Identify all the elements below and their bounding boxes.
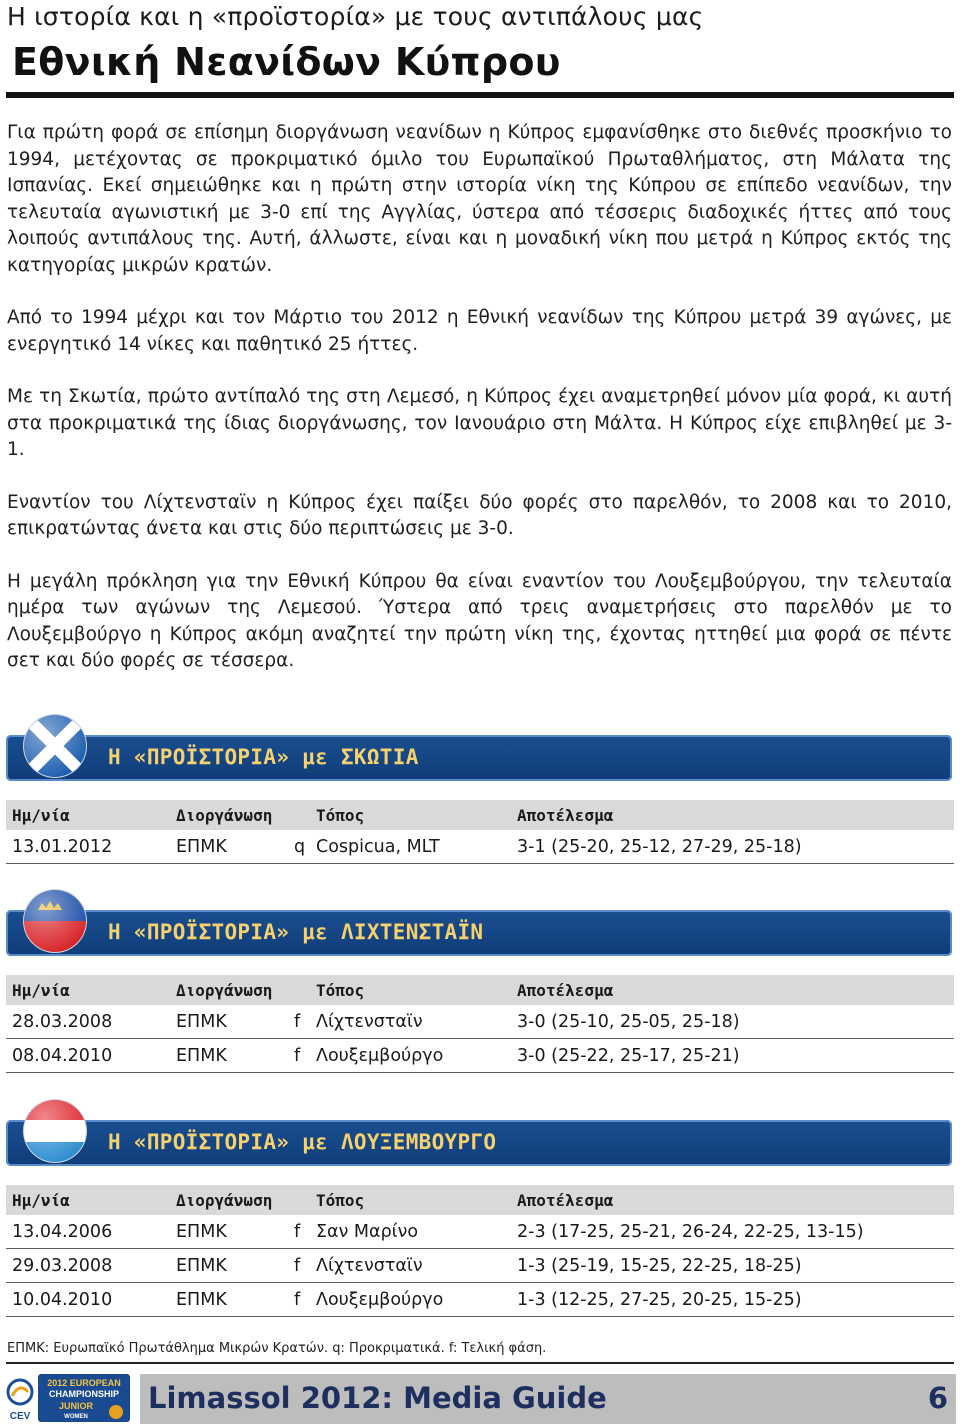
- cell-venue: Cospicua, MLT: [316, 830, 511, 864]
- cell-phase: f: [288, 1039, 316, 1073]
- title-divider: [6, 92, 954, 98]
- col-header-competition: Διοργάνωση: [170, 1185, 288, 1215]
- col-header-result: Αποτέλεσμα: [511, 975, 954, 1005]
- col-header-venue: Τόπος: [316, 1185, 511, 1215]
- results-table-liechtenstein: [6, 975, 954, 1073]
- cell-date: 10.04.2010: [6, 1283, 170, 1317]
- col-header-result: Αποτέλεσμα: [511, 1185, 954, 1215]
- banner-label: Η «ΠΡΟΪΣΤΟΡΙΑ» με ΣΚΩΤΙΑ: [108, 745, 419, 769]
- banner-label: Η «ΠΡΟΪΣΤΟΡΙΑ» με ΛΟΥΞΕΜΒΟΥΡΓΟ: [108, 1130, 497, 1154]
- championship-logo: [4, 1372, 132, 1424]
- cell-phase: f: [288, 1283, 316, 1317]
- cell-result: 1-3 (25-19, 15-25, 22-25, 18-25): [511, 1249, 954, 1283]
- table-header-row: [6, 800, 954, 830]
- luxembourg-flag-icon: [22, 1098, 88, 1164]
- cell-phase: f: [288, 1215, 316, 1249]
- cell-phase: f: [288, 1005, 316, 1039]
- results-table-luxembourg: [6, 1185, 954, 1317]
- footnote: ΕΠΜΚ: Ευρωπαϊκό Πρωτάθλημα Μικρών Κρατών. q: Προκριματικά. f: Τελική φάση.: [7, 1341, 547, 1356]
- col-header-date: Ημ/νία: [6, 975, 170, 1005]
- cell-date: 28.03.2008: [6, 1005, 170, 1039]
- table-header-row: [6, 1185, 954, 1215]
- table-header-row: [6, 975, 954, 1005]
- liechtenstein-flag-icon: [22, 888, 88, 954]
- cell-venue: Λίχτενσταϊν: [316, 1005, 511, 1039]
- history-banner-scotland: [6, 735, 952, 781]
- intro-paragraph: Με τη Σκωτία, πρώτο αντίπαλό της στη Λεμεσό, η Κύπρος έχει αναμετρηθεί μόνον μία φορά, κι αυτή στα προκριματικά της ίδιας διοργάνωσης, τον Ιανουάριο στη Μάλτα. Η Κύπρος είχε επιβληθεί με 3-1.: [7, 386, 952, 460]
- cell-competition: ΕΠΜΚ: [170, 830, 288, 864]
- logo-text-line2: CHAMPIONSHIP: [48, 1389, 120, 1399]
- cell-competition: ΕΠΜΚ: [170, 1039, 288, 1073]
- cell-date: 13.01.2012: [6, 830, 170, 864]
- col-header-competition: Διοργάνωση: [170, 800, 288, 830]
- intro-text: [7, 120, 952, 701]
- col-header-competition: Διοργάνωση: [170, 975, 288, 1005]
- logo-cev-text: CEV: [9, 1411, 31, 1422]
- intro-paragraph: Από το 1994 μέχρι και τον Μάρτιο του 2012 η Εθνική νεανίδων της Κύπρου μετρά 39 αγώνες, με ενεργητικό 14 νίκες και παθητικό 25 ήττες.: [7, 307, 952, 355]
- table-row: [6, 830, 954, 864]
- cell-competition: ΕΠΜΚ: [170, 1215, 288, 1249]
- table-row: [6, 1283, 954, 1317]
- cell-competition: ΕΠΜΚ: [170, 1249, 288, 1283]
- cell-date: 13.04.2006: [6, 1215, 170, 1249]
- scotland-flag-icon: [22, 713, 88, 779]
- table-row: [6, 1039, 954, 1073]
- cell-competition: ΕΠΜΚ: [170, 1283, 288, 1317]
- cell-result: 3-0 (25-10, 25-05, 25-18): [511, 1005, 954, 1039]
- logo-text-line3: JUNIOR: [58, 1401, 94, 1411]
- cell-venue: Λουξεμβούργο: [316, 1039, 511, 1073]
- intro-paragraph: Για πρώτη φορά σε επίσημη διοργάνωση νεανίδων η Κύπρος εμφανίσθηκε στο διεθνές προσκήνιο το 1994, μετέχοντας σε προκριματικό όμιλο του Ευρωπαϊκού Πρωταθλήματος, στη Μάλατα της Ισπανίας. Εκεί σημειώθηκε και η πρώτη στην ιστορία νίκη της Κύπρου σε επίπεδο νεανίδων, την τελευταία αγωνιστική με 3-0 επί της Αγγλίας, ύστερα από τέσσερις διαδοχικές ήττες από τους λοιπούς αντιπάλους της. Αυτή, άλλωστε, είναι και η μοναδική νίκη που μετρά η Κύπρος εκτός της κατηγορίας μικρών κρατών.: [7, 122, 952, 276]
- table-row: [6, 1249, 954, 1283]
- history-banner-luxembourg: [6, 1120, 952, 1166]
- cell-date: 29.03.2008: [6, 1249, 170, 1283]
- logo-text-line4: WOMEN: [64, 1414, 88, 1420]
- history-banner-liechtenstein: [6, 910, 952, 956]
- col-header-date: Ημ/νία: [6, 800, 170, 830]
- intro-paragraph: Η μεγάλη πρόκληση για την Εθνική Κύπρου θα είναι εναντίον του Λουξεμβούργου, την τελευταία ημέρα των αγώνων της Λεμεσού. Ύστερα από τρεις αναμετρήσεις στο παρελθόν με το Λουξεμβούργο η Κύπρος ακόμη αναζητεί την πρώτη νίκη της, έχοντας ηττηθεί μια φορά σε πέντε σετ και δύο φορές σε τέσσερα.: [7, 570, 952, 671]
- col-header-result: Αποτέλεσμα: [511, 800, 954, 830]
- cell-result: 3-1 (25-20, 25-12, 27-29, 25-18): [511, 830, 954, 864]
- cell-result: 2-3 (17-25, 25-21, 26-24, 22-25, 13-15): [511, 1215, 954, 1249]
- cell-phase: f: [288, 1249, 316, 1283]
- col-header-date: Ημ/νία: [6, 1185, 170, 1215]
- cell-venue: Σαν Μαρίνο: [316, 1215, 511, 1249]
- table-row: [6, 1215, 954, 1249]
- cell-result: 1-3 (12-25, 27-25, 20-25, 15-25): [511, 1283, 954, 1317]
- cell-venue: Λίχτενσταϊν: [316, 1249, 511, 1283]
- banner-label: Η «ΠΡΟΪΣΤΟΡΙΑ» με ΛΙΧΤΕΝΣΤΑΪΝ: [108, 920, 484, 944]
- footer-divider: [6, 1362, 954, 1364]
- col-header-venue: Τόπος: [316, 800, 511, 830]
- section-kicker: Η ιστορία και η «προϊστορία» με τους αντιπάλους μας: [7, 2, 704, 31]
- intro-paragraph: Εναντίον του Λίχτενσταϊν η Κύπρος έχει παίξει δύο φορές στο παρελθόν, το 2008 και το 2010, επικρατώντας άνετα και στις δύο περιπτώσεις με 3-0.: [7, 491, 952, 539]
- logo-text-line1: 2012 EUROPEAN: [47, 1378, 121, 1388]
- page-number: 6: [927, 1381, 948, 1415]
- cell-result: 3-0 (25-22, 25-17, 25-21): [511, 1039, 954, 1073]
- results-table-scotland: [6, 800, 954, 864]
- cell-phase: q: [288, 830, 316, 864]
- page-title: Εθνική Νεανίδων Κύπρου: [12, 40, 561, 84]
- footer-title: Limassol 2012: Media Guide: [148, 1381, 607, 1415]
- cell-venue: Λουξεμβούργο: [316, 1283, 511, 1317]
- cell-competition: ΕΠΜΚ: [170, 1005, 288, 1039]
- col-header-venue: Τόπος: [316, 975, 511, 1005]
- cell-date: 08.04.2010: [6, 1039, 170, 1073]
- table-row: [6, 1005, 954, 1039]
